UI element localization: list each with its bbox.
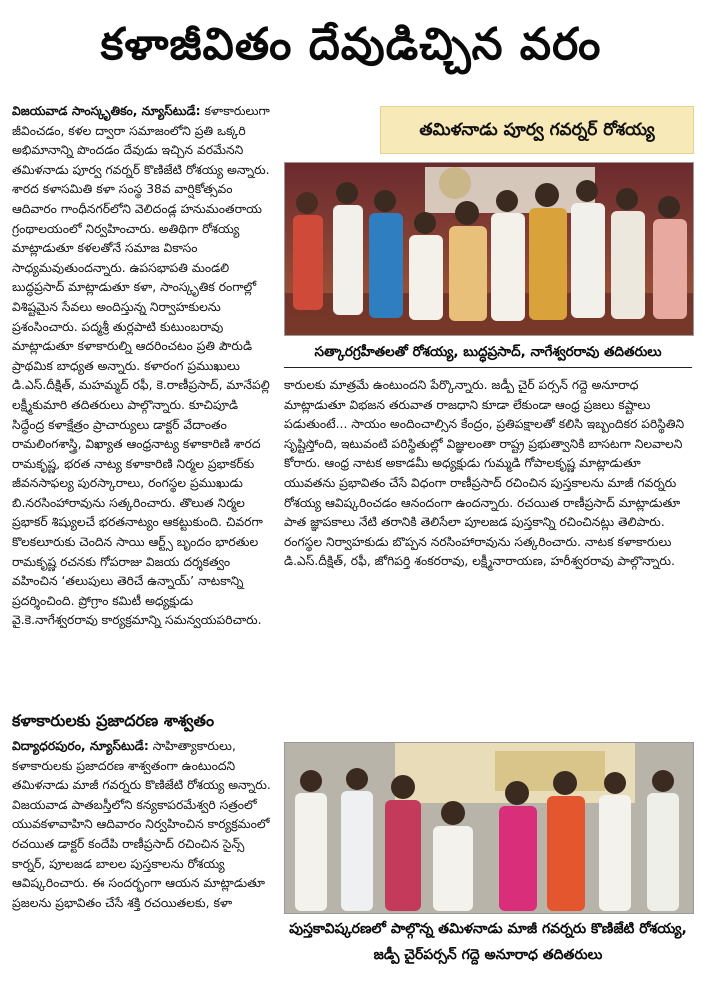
article-text: కళాకారులుగా జీవించడం, కళల ద్వారా సమాజంలోని ప్రతి ఒక్కరి అభిమానాన్ని పొందడం దేవుడు ఇచ్చిన వరమేనని తమిళనాడు పూర్వ గవర్నర్ కొణిజేటి రోశయ్య అన్నారు. శారద కళాసమితి కళా సంస్థ 38వ వార్షికోత్సవం ఆదివారం గాంధీనగర్‌లోని వెలిదండ్ల హనుమంతరాయ గ్రంథాలయంలో నిర్వహించారు. అతిథిగా రోశయ్య మాట్లాడుతూ కళలతోనే సమాజ వికాసం సాధ్యమవుతుందన్నారు. ఉపసభాపతి మండలి బుద్ధప్రసాద్ మాట్లాడుతూ కళా, సాంస్కృతిక రంగాల్లో విశిష్టమైన సేవలు అందిస్తున్న నిర్వాహకులను ప్రశంసించారు. పద్మశ్రీ తుర్లపాటి కుటుంబరావు మాట్లాడుతూ కళాకారుల్ని ఆదరించటం ప్రతి పౌరుడి ప్రాథమిక బాధ్యత అన్నారు. కళారంగ ప్రముఖులు డి.ఎస్.దీక్షిత్, మహమ్మద్ రఫీ, కె.రాణీప్రసాద్, మానేపల్లి లక్ష్మీకుమారి తదితరులు పాల్గొన్నారు. కూచిపూడి సిద్ధేంద్ర కళాక్షేత్రం ప్రాచార్యులు డాక్టర్ వేదాంతం రామలింగశాస్త్రి, విఖ్యాత ఆంధ్రనాట్య కళాకారిణి శారద రామకృష్ణ, భరత నాట్య కళాకారిణి నిర్మల ప్రభాకర్‌కు జీవనసాఫల్య పురస్కారాలు, రంగస్థల ప్రముఖుడు బి.నరసింహారావును సత్కరించారు. తొలుత నిర్మల ప్రభాకర్ శిష్యులచే భరతనాట్యం ఆకట్టుకుంది. చివరగా కొలకలూరుకు చెందిన సాయి ఆర్ట్స్ బృందం భారతుల రామకృష్ణ రచనకు గోపరాజు విజయ దర్శకత్వం వహించిన ‘తలుపులు తెరిచే ఉన్నాయ్’ నాటకాన్ని ప్రదర్శించింది. ప్రోగ్రాం కమిటీ అధ్యక్షుడు వై.కె.నాగేశ్వరరావు కార్యక్రమాన్ని సమన్వయపరిచారు. [12, 104, 270, 628]
photo-felicitation-caption: సత్కారగ్రహీతలతో రోశయ్య, బుద్ధప్రసాద్, నాగేశ్వరరావు తదితరులు [314, 344, 662, 360]
subheadline-box: తమిళనాడు పూర్వ గవర్నర్ రోశయ్య [380, 106, 694, 154]
article-dateline: విజయవాడ సాంస్కృతికం, న్యూస్‌టుడే: [12, 104, 201, 118]
photo-book-release-caption: పుస్తకావిష్కరణలో పాల్గొన్న తమిళనాడు మాజీ గవర్నరు కొణిజేటి రోశయ్య, జడ్పీ చైర్‌పర్సన్ గద్దె అనూరాధ తదితరులు [289, 921, 687, 963]
article-text-continued: కారులకు మాత్రమే ఉంటుందని పేర్కొన్నారు. జడ్పీ చైర్ పర్సన్ గద్దె అనూరాధ మాట్లాడుతూ విభజన తరువాత రాజధాని కూడా లేకుండా ఆంధ్ర ప్రజలు కష్టాలు పడుతుంటే... సాయం అందించాల్సిన కేంద్రం, ప్రతిపక్షాలతో కలిసి ఇబ్బందికర పరిస్థితిని సృష్టిస్తోంది, ఇటువంటి పరిస్థితుల్లో విజ్ఞులంతా రాష్ట్ర ప్రభుత్వానికి బాసటగా నిలవాలని కోరారు. ఆంధ్ర నాటక అకాడమీ అధ్యక్షుడు గుమ్మడి గోపాలకృష్ణ మాట్లాడుతూ యువతను ప్రభావితం చేసే విధంగా రాణీప్రసాద్ రచించిన పుస్తకాలను మాజీ గవర్నరు రోశయ్య ఆవిష్కరించడం ఆనందంగా ఉందన్నారు. రచయిత రాణీప్రసాద్ మాట్లాడుతూ పాత జ్ఞాపకాలు నేటి తరానికి తెలిసేలా పూలజడ పుస్తకాన్ని రచించినట్లు తెలిపారు. రంగస్థల నిర్వాహకుడు బొప్పన నరసింహారావును సత్కరించారు. నాటక కళాకారులు డి.ఎస్.దీక్షిత్, రఫీ, జోగిపర్తి శంకరరావు, లక్ష్మీనారాయణ, హరీశ్వరరావు పాల్గొన్నారు. [284, 378, 685, 569]
photo-felicitation [284, 162, 694, 336]
photo-book-release-image [285, 743, 693, 913]
divider [284, 367, 692, 368]
article2-dateline: విద్యాధరపురం, న్యూస్‌టుడే: [12, 739, 149, 753]
article-body-right [284, 376, 692, 572]
article2-text: సాహిత్యాకారులు, కళాకారులకు ప్రజాదరణ శాశ్వతంగా ఉంటుందని తమిళనాడు మాజీ గవర్నరు కొణిజేటి రోశయ్య అన్నారు. విజయవాడ పాతబస్తీలోని కన్యకాపరమేశ్వరి సత్రంలో యువకళావాహిని ఆదివారం నిర్వహించిన కార్యక్రమంలో రచయిత డాక్టర్ కందేపి రాణీప్రసాద్ రచించిన సైన్స్ కార్నర్, పూలజడ బాలల పుస్తకాలను రోశయ్య ఆవిష్కరించారు. ఈ సందర్భంగా ఆయన మాట్లాడుతూ ప్రజలను ప్రభావితం చేసే శక్తి రచయితలకు, కళా [12, 739, 271, 910]
photo-book-release [284, 742, 694, 914]
article-body-left [12, 102, 274, 631]
photo-felicitation-image [285, 163, 693, 335]
section-heading: కళాకారులకు ప్రజాదరణ శాశ్వతం [12, 711, 215, 730]
headline: కళాజీవితం దేవుడిచ్చిన వరం [100, 19, 602, 70]
article2-body [12, 737, 274, 913]
